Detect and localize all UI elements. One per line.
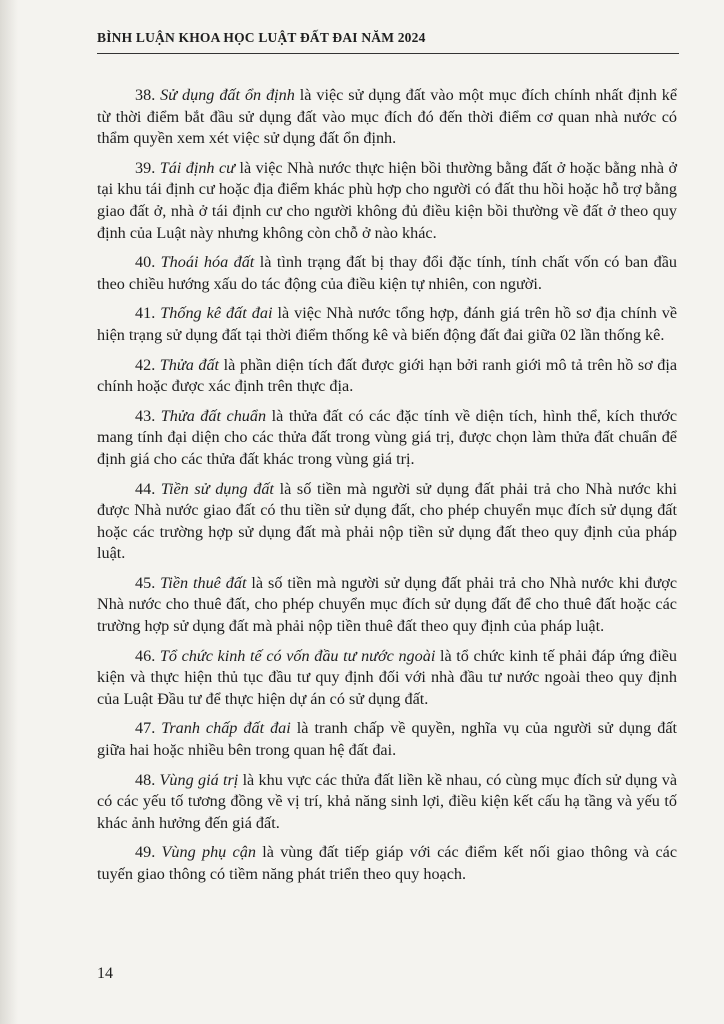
definition-text: là thửa đất có các đặc tính về diện tích, hình thể, kích thước mang tính đại diện cho các thửa đất trong vùng giá trị, được chọn làm thửa đất chuẩn để định giá cho các thửa đất khác trong vùng giá trị.: [97, 406, 678, 468]
item-number: 40.: [135, 253, 156, 272]
item-number: 38.: [135, 86, 156, 104]
definition-text: là tình trạng đất bị thay đổi đặc tính, tính chất vốn có ban đầu theo chiều hướng xấu do tác động của điều kiện tự nhiên, con người.: [97, 253, 678, 293]
defined-term: Tiền thuê đất: [160, 573, 247, 592]
definition-text: là vùng đất tiếp giáp với các điểm kết nối giao thông và các tuyến giao thông có tiềm năng phát triển theo quy hoạch.: [97, 843, 678, 883]
defined-term: Vùng phụ cận: [161, 843, 256, 862]
item-number: 44.: [135, 479, 156, 498]
item-number: 39.: [135, 158, 156, 177]
definition-text: là khu vực các thửa đất liền kề nhau, có cùng mục đích sử dụng và có các yếu tố tương đồng về vị trí, khả năng sinh lợi, điều kiện kết cấu hạ tầng và yếu tố khác ảnh hưởng đến giá đất.: [97, 770, 678, 832]
defined-term: Tái định cư: [159, 158, 235, 177]
item-number: 46.: [135, 646, 156, 665]
defined-term: Vùng giá trị: [159, 770, 239, 789]
item-number: 42.: [135, 355, 156, 374]
definition-paragraph: [97, 303, 677, 346]
defined-term: Thửa đất: [159, 355, 220, 374]
defined-term: Thoái hóa đất: [160, 253, 255, 272]
definition-text: là việc Nhà nước tổng hợp, đánh giá trên hồ sơ địa chính về hiện trạng sử dụng đất tại thời điểm thống kê và biến động đất đai giữa 02 lần thống kê.: [97, 304, 678, 344]
definition-paragraph: [97, 479, 677, 565]
definition-paragraph: [97, 252, 677, 295]
defined-term: Tranh chấp đất đai: [161, 719, 291, 738]
running-header: BÌNH LUẬN KHOA HỌC LUẬT ĐẤT ĐAI NĂM 2024: [97, 30, 426, 45]
definition-text: là phần diện tích đất được giới hạn bởi ranh giới mô tả trên hồ sơ địa chính hoặc được xác định trên thực địa.: [97, 355, 678, 396]
defined-term: Thửa đất chuẩn: [160, 406, 267, 425]
item-number: 43.: [135, 406, 156, 425]
definition-paragraph: [97, 573, 677, 638]
definition-text: là tổ chức kinh tế phải đáp ứng điều kiện và thực hiện thủ tục đầu tư quy định đối với nhà đầu tư nước ngoài theo quy định của Luật Đầu tư để thực hiện dự án có sử dụng đất.: [97, 646, 678, 708]
definition-paragraph: [97, 85, 677, 150]
definition-text: là số tiền mà người sử dụng đất phải trả cho Nhà nước khi được Nhà nước giao đất có thu tiền sử dụng đất, cho phép chuyển mục đích sử dụng đất hoặc các trường hợp sử dụng đất mà phải nộp tiền sử dụng đất theo quy định của pháp luật.: [97, 479, 678, 563]
definition-paragraph: [97, 406, 677, 471]
item-number: 41.: [135, 304, 156, 323]
definition-text: là số tiền mà người sử dụng đất phải trả cho Nhà nước khi được Nhà nước cho thuê đất, cho phép chuyển mục đích sử dụng đất để cho thuê đất hoặc các trường hợp sử dụng đất mà phải nộp tiền thuê đất theo quy định của pháp luật.: [97, 573, 678, 636]
header-rule: [97, 53, 679, 54]
definition-paragraph: [97, 842, 677, 885]
item-number: 48.: [135, 770, 156, 789]
defined-term: Tổ chức kinh tế có vốn đầu tư nước ngoài: [159, 646, 436, 665]
item-number: 45.: [135, 573, 156, 592]
page-body: [97, 85, 677, 894]
defined-term: Tiền sử dụng đất: [160, 479, 274, 498]
page-number: 14: [97, 965, 113, 982]
item-number: 49.: [135, 843, 156, 862]
definition-paragraph: [97, 355, 677, 398]
definition-paragraph: [97, 158, 677, 244]
item-number: 47.: [135, 719, 156, 738]
definition-paragraph: [97, 718, 677, 761]
definition-text: là tranh chấp về quyền, nghĩa vụ của người sử dụng đất giữa hai hoặc nhiều bên trong quan hệ đất đai.: [97, 719, 677, 760]
definition-paragraph: [97, 770, 677, 835]
defined-term: Sử dụng đất ổn định: [160, 86, 295, 104]
defined-term: Thống kê đất đai: [160, 304, 273, 323]
definition-text: là việc Nhà nước thực hiện bồi thường bằng đất ở hoặc bằng nhà ở tại khu tái định cư hoặc địa điểm khác phù hợp cho người có đất thu hồi hoặc hỗ trợ bằng giao đất ở, nhà ở tái định cư cho người không đủ điều kiện bồi thường về đất ở theo quy định của Luật này nhưng không còn chỗ ở nào khác.: [97, 158, 678, 242]
page-edge-shadow: [0, 0, 18, 1024]
definition-paragraph: [97, 646, 677, 711]
definition-text: là việc sử dụng đất vào một mục đích chính nhất định kể từ thời điểm bắt đầu sử dụng đất vào mục đích đó đến thời điểm cơ quan nhà nước có thẩm quyền xem xét việc sử dụng đất ổn định.: [97, 86, 677, 148]
